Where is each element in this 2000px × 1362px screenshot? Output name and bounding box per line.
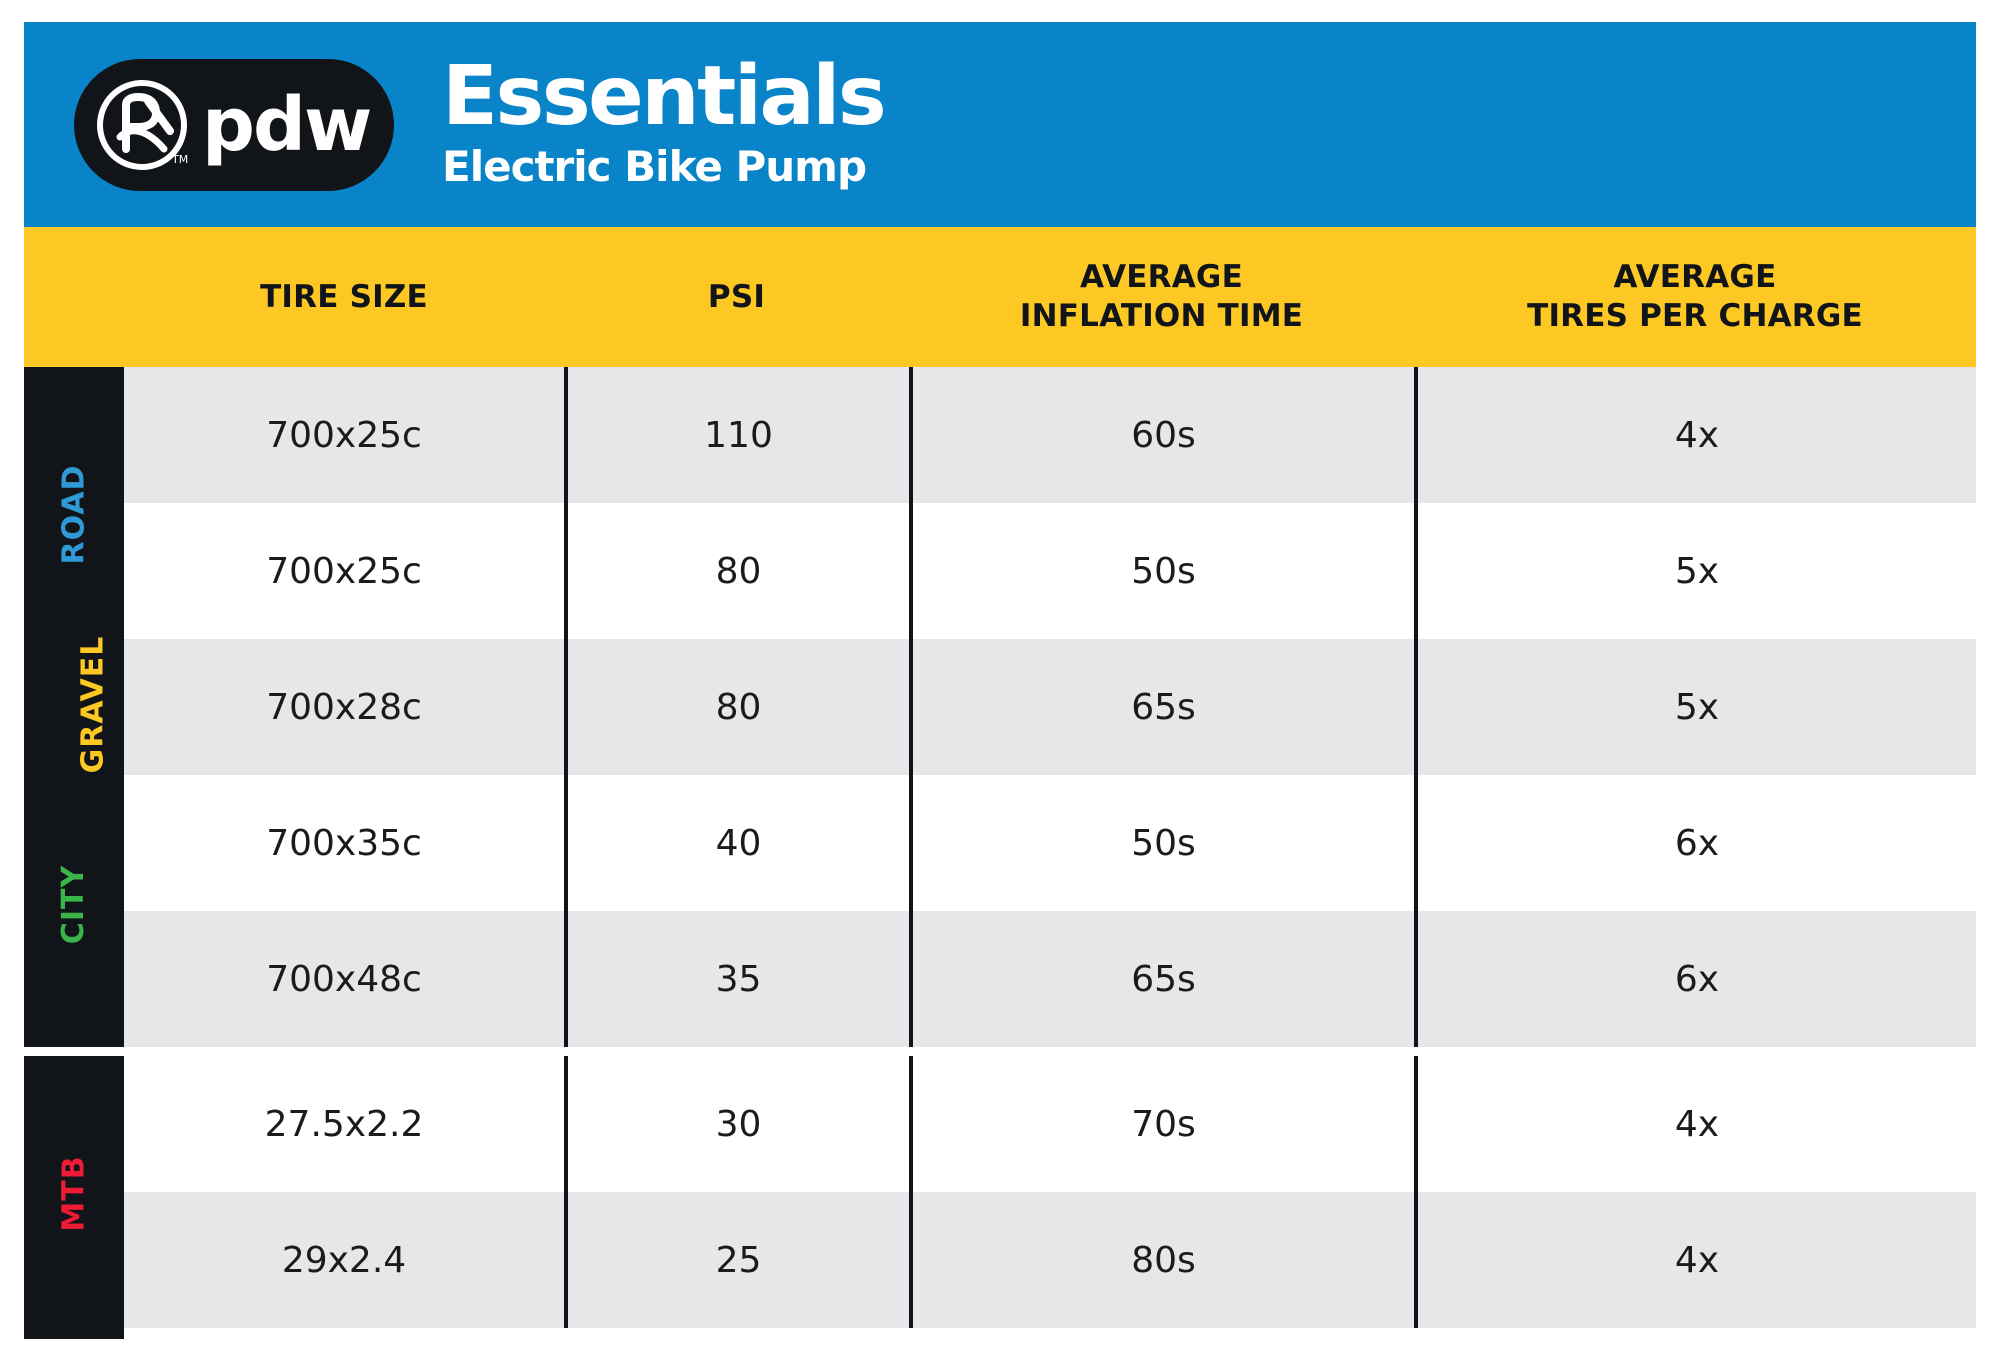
cell-tires-per-charge: 4x (1414, 1192, 1976, 1328)
category-label-gravel: GRAVEL (75, 635, 111, 774)
column-header-tires-per-charge-line2: TIRES PER CHARGE (1527, 298, 1863, 334)
table-row (24, 911, 1976, 1047)
cell-inflation-time: 50s (909, 503, 1414, 639)
column-header-psi: PSI (707, 278, 766, 315)
table-row (24, 775, 1976, 911)
table-row (24, 503, 1976, 639)
category-label-city: CITY (56, 864, 92, 945)
column-header-inflation-time (909, 258, 1414, 336)
cell-tire-size: 700x25c (266, 550, 422, 592)
cell-tire-size: 700x25c (266, 414, 422, 456)
svg-text:TM: TM (172, 152, 188, 166)
cell-psi: 80 (564, 503, 909, 639)
cell-tires-per-charge: 4x (1414, 1056, 1976, 1192)
table-row (24, 635, 1976, 775)
category-label-mtb: MTB (56, 1155, 92, 1232)
pdw-logo-icon (96, 79, 188, 171)
cell-inflation-time: 65s (909, 639, 1414, 775)
cell-tire-size: 27.5x2.2 (264, 1103, 424, 1145)
cell-inflation-time: 65s (909, 911, 1414, 1047)
sheet-header (24, 22, 1976, 227)
brand-wordmark: pdw (202, 81, 371, 168)
category-label-road: ROAD (56, 464, 92, 565)
column-header-tires-per-charge-line1: AVERAGE (1613, 259, 1777, 296)
cell-tires-per-charge: 6x (1414, 911, 1976, 1047)
cell-tires-per-charge: 5x (1414, 639, 1976, 775)
cell-psi: 25 (564, 1192, 909, 1328)
cell-psi: 35 (564, 911, 909, 1047)
cell-tire-size: 29x2.4 (281, 1239, 407, 1281)
table-row (24, 367, 1976, 503)
product-title: Essentials (442, 49, 885, 145)
column-header-tires-per-charge (1414, 258, 1976, 336)
cell-inflation-time: 70s (909, 1056, 1414, 1192)
table-row (24, 1192, 1976, 1328)
cell-tire-size: 700x48c (266, 958, 422, 1000)
product-title-block (442, 49, 885, 191)
column-header-inflation-time-line2: INFLATION TIME (1019, 298, 1304, 334)
product-subtitle: Electric Bike Pump (442, 141, 867, 191)
cell-tire-size: 700x28c (266, 686, 422, 728)
cell-tire-size: 700x35c (266, 822, 422, 864)
column-header-inflation-time-line1: AVERAGE (1080, 259, 1243, 296)
category-group-mtb (24, 1056, 124, 1339)
cell-tires-per-charge: 6x (1414, 775, 1976, 911)
cell-inflation-time: 60s (909, 367, 1414, 503)
category-group-road-gravel-city (24, 367, 124, 1047)
spec-sheet (24, 22, 1976, 1340)
cell-psi: 40 (564, 775, 909, 911)
table-row (24, 1056, 1976, 1192)
cell-inflation-time: 80s (909, 1192, 1414, 1328)
table-header-row (24, 227, 1976, 367)
cell-psi: 110 (564, 367, 909, 503)
column-header-tire-size: TIRE SIZE (260, 278, 428, 315)
brand-logo-pill (74, 59, 394, 191)
cell-tires-per-charge: 5x (1414, 503, 1976, 639)
cell-psi: 80 (564, 639, 909, 775)
cell-tires-per-charge: 4x (1414, 367, 1976, 503)
table-body (24, 367, 1976, 1328)
cell-psi: 30 (564, 1056, 909, 1192)
category-group-divider (24, 1047, 1976, 1056)
cell-inflation-time: 50s (909, 775, 1414, 911)
